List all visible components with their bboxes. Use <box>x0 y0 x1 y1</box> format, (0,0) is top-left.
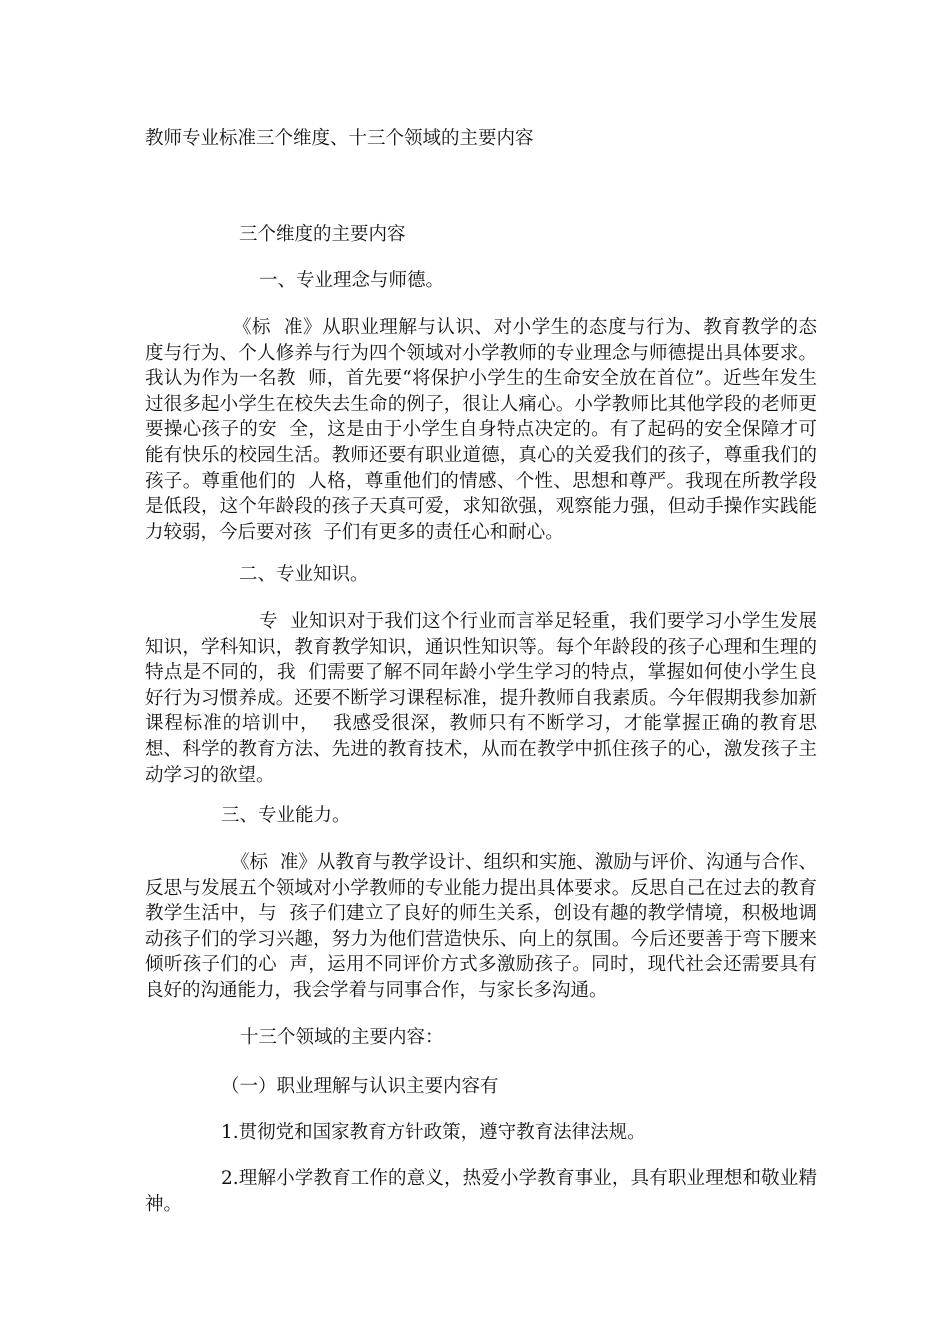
domain-1-heading: （一）职业理解与认识主要内容有 <box>221 1076 499 1097</box>
list-item: 2.理解小学教育工作的意义，热爱小学教育事业，具有职业理想和敬业精神。 <box>145 1168 817 1215</box>
section-body-2: 专 业知识对于我们这个行业而言举足轻重，我们要学习小学生发展知识，学科知识，教育教学知识，通识性知识等。每个年龄段的孩子心理和生理的特点是不同的，我 们需要了解不同年龄小学生学习的特点，掌握如何使小学生良好行为习惯养成。还要不断学习课程标准，提升教师自我素质。今年假期我参加新课程标准的培训中， 我感受很深，教师只有不断学习，才能掌握正确的教育思想、科学的教育方法、先进的教育技术，从而在教学中抓住孩子的心，激发孩子主动学习的欲望。 <box>145 611 817 786</box>
domains-heading: 十三个领域的主要内容： <box>240 1027 444 1048</box>
section-heading-2: 二、专业知识。 <box>239 564 369 585</box>
section-body-3: 《标 准》从教育与教学设计、组织和实施、激励与评价、沟通与合作、反思与发展五个领域对小学教师的专业能力提出具体要求。反思自己在过去的教育教学生活中，与 孩子们建立了良好的师生关系，创设有趣的教学情境，积极地调动孩子们的学习兴趣，努力为他们营造快乐、向上的氛围。今后还要善于弯下腰来倾听孩子们的心 声，运用不同评价方式多激励孩子。同时，现代社会还需要具有良好的沟通能力，我会学着与同事合作，与家长多沟通。 <box>145 852 817 1001</box>
dimensions-heading: 三个维度的主要内容 <box>239 224 406 245</box>
list-item: 1.贯彻党和国家教育方针政策，遵守教育法律法规。 <box>221 1122 646 1143</box>
section-heading-1: 一、专业理念与师德。 <box>259 270 445 291</box>
document-title: 教师专业标准三个维度、十三个领域的主要内容 <box>145 128 534 149</box>
section-body-1: 《标 准》从职业理解与认识、对小学生的态度与行为、教育教学的态度与行为、个人修养与行为四个领域对小学教师的专业理念与师德提出具体要求。我认为作为一名教 师，首先要“将保护小学生的生命安全放在首位”。近些年发生过很多起小学生在校失去生命的例子，很让人痛心。小学教师比其他学段的老师更要操心孩子的安 全，这是由于小学生自身特点决定的。有了起码的安全保障才可能有快乐的校园生活。教师还要有职业道德，真心的关爱我们的孩子，尊重我们的孩子。尊重他们的 人格，尊重他们的情感、个性、思想和尊严。我现在所教学段是低段，这个年龄段的孩子天真可爱，求知欲强，观察能力强，但动手操作实践能力较弱，今后要对孩 子们有更多的责任心和耐心。 <box>145 317 817 543</box>
section-heading-3: 三、专业能力。 <box>221 805 351 826</box>
